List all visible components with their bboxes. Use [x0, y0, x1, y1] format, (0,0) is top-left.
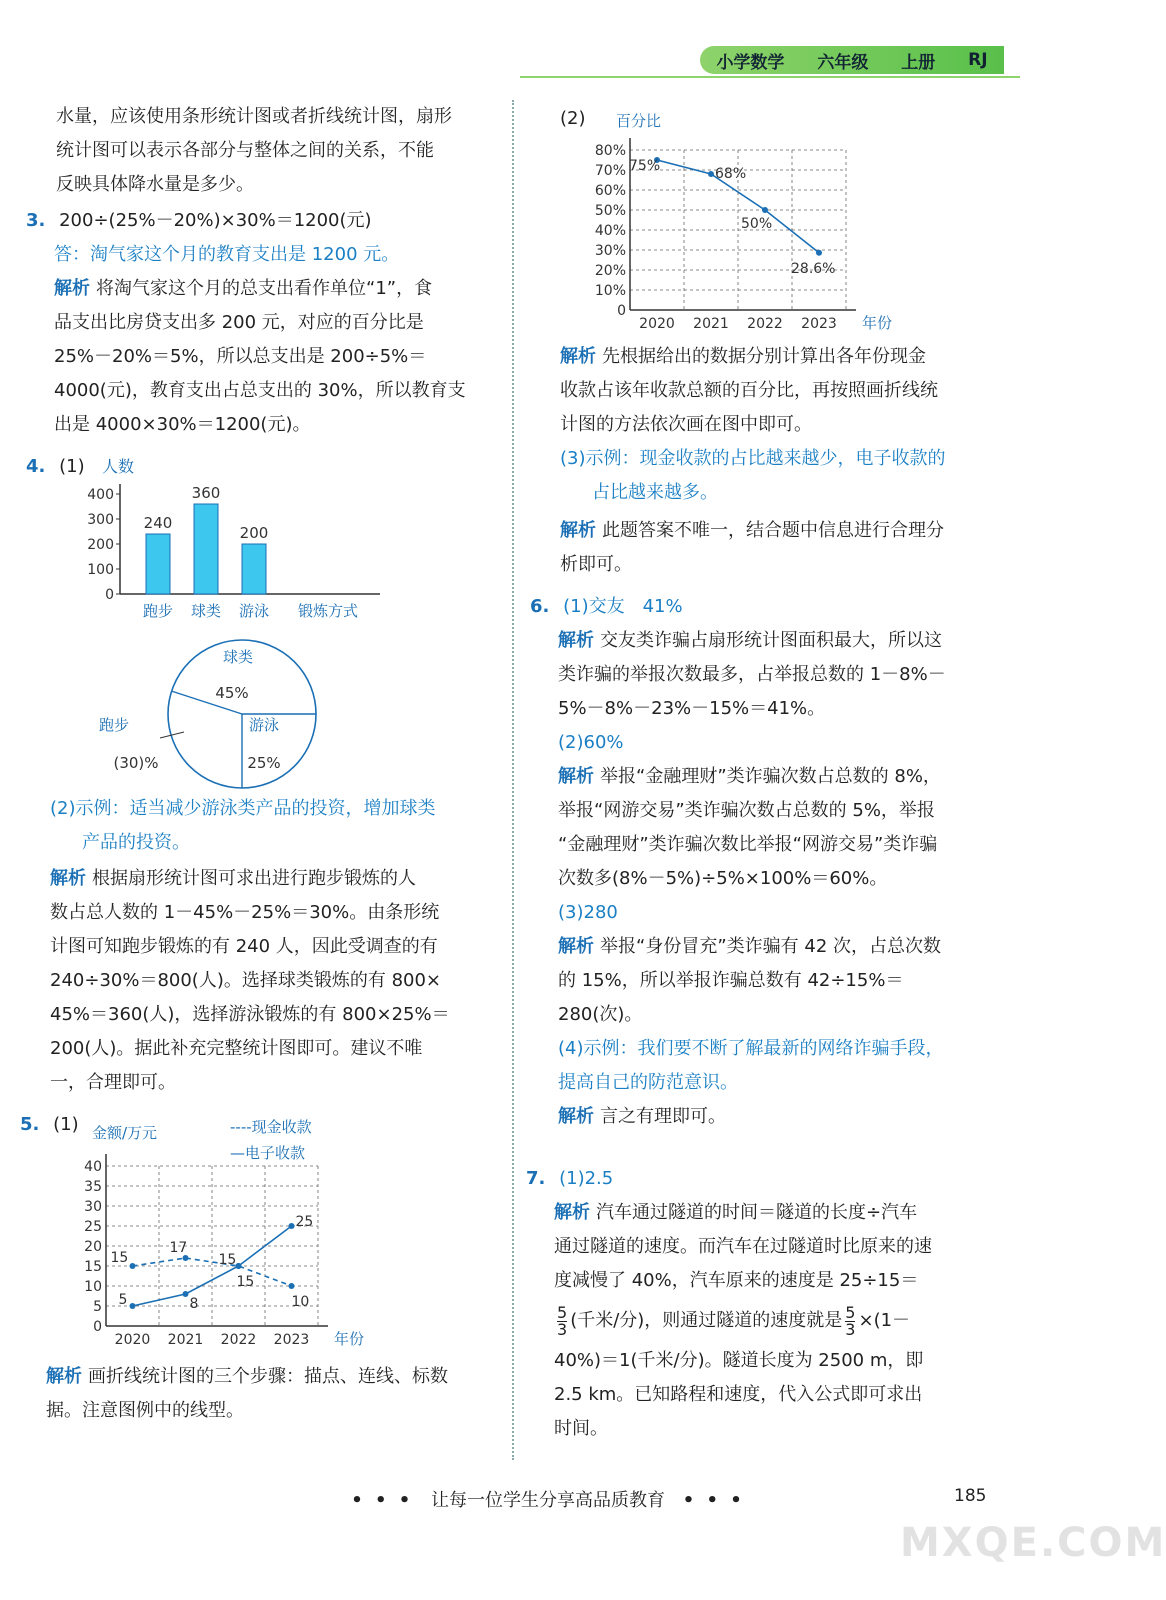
x-tick-label: 2022 — [747, 316, 783, 332]
data-point — [183, 1291, 189, 1297]
line-chart-amount — [70, 1112, 470, 1362]
y-tick-label: 5 — [93, 1299, 102, 1315]
y-axis-title: 百分比 — [616, 112, 662, 130]
footer-text: 让每一位学生分享高品质教育 — [431, 1490, 665, 1511]
y-tick-label: 0 — [617, 303, 626, 319]
q6-analysis1-line: 类诈骗的举报次数最多，占举报总数的 1－8%－ — [558, 664, 946, 685]
page-number: 185 — [954, 1486, 987, 1506]
q3-number: 3. — [26, 210, 46, 231]
y-tick-label: 30 — [84, 1199, 102, 1215]
pie-slice-value: 45% — [215, 684, 249, 702]
data-label: 15 — [218, 1252, 237, 1268]
bar-data-label: 360 — [191, 484, 221, 502]
q5p3-analysis-line: 此题答案不唯一，结合题中信息进行合理分 — [602, 520, 944, 541]
q4-analysis-line: 数占总人数的 1－45%－25%＝30%。由条形统 — [50, 902, 440, 923]
data-point — [708, 171, 714, 177]
q7-line: 度减慢了 40%，汽车原来的速度是 25÷15＝ — [554, 1270, 919, 1291]
q5p3-jiexi-label: 解析 — [560, 520, 596, 541]
q5-analysis-line: 据。注意图例中的线型。 — [46, 1400, 244, 1421]
q5p3-line: 占比越来越多。 — [592, 482, 718, 503]
q4-number: 4. — [26, 456, 46, 477]
header-grade: 六年级 — [817, 52, 869, 73]
line-chart-percent — [580, 104, 900, 336]
y-tick-label: 80% — [594, 143, 626, 159]
data-point — [236, 1263, 242, 1269]
header-edition: RJ — [968, 50, 988, 70]
q4-part1: (1) — [59, 456, 85, 477]
q4-part2-line: 产品的投资。 — [82, 832, 190, 853]
data-point — [816, 250, 822, 256]
y-tick-label: 0 — [93, 1319, 102, 1335]
pie-slice-label: 球类 — [222, 648, 254, 666]
y-tick-label: 70% — [594, 163, 626, 179]
q7-line4a: (千米/分)，则通过隧道的速度就是 — [570, 1310, 843, 1331]
data-label: 17 — [169, 1240, 188, 1256]
q7-fraction-line — [554, 1298, 1010, 1344]
x-tick-label: 2020 — [639, 316, 675, 332]
legend-entry: ----现金收款 — [230, 1118, 312, 1136]
data-point — [289, 1223, 295, 1229]
data-point — [130, 1263, 136, 1269]
q5-number: 5. — [20, 1114, 40, 1135]
bar-球类 — [194, 504, 218, 594]
y-tick-label: 30% — [594, 243, 626, 259]
y-tick-label: 40 — [84, 1159, 102, 1175]
q5-part2-label: (2) — [560, 108, 586, 129]
q6-analysis3-line: 的 15%，所以举报诈骗总数有 42÷15%＝ — [558, 970, 904, 991]
q7-jiexi-label: 解析 — [554, 1202, 590, 1223]
data-label: 68% — [715, 166, 747, 182]
intro-line: 反映具体降水量是多少。 — [56, 174, 254, 195]
data-point — [289, 1283, 295, 1289]
q4-analysis — [50, 862, 506, 1100]
x-tick-label: 2020 — [114, 1332, 151, 1348]
y-tick-label: 10 — [84, 1279, 102, 1295]
bar-category-label: 游泳 — [238, 602, 270, 620]
q6-analysis2-line: 次数多(8%－5%)÷5%×100%＝60%。 — [558, 868, 888, 889]
q5p2-analysis-line: 先根据给出的数据分别计算出各年份现金 — [602, 346, 926, 367]
question-7 — [526, 1162, 1010, 1446]
footer-slogan — [0, 1486, 1096, 1512]
pie-slice-value: 25% — [247, 754, 281, 772]
q6-part1: (1)交友 41% — [563, 596, 683, 617]
question-6 — [530, 590, 1010, 1134]
q6-part4-line: (4)示例：我们要不断了解最新的网络诈骗手段， — [558, 1038, 944, 1059]
q6-analysis1-line: 5%－8%－23%－15%＝41%。 — [558, 698, 826, 719]
q6-analysis2-line: 举报“网游交易”类诈骗次数占总数的 5%，举报 — [558, 800, 935, 821]
q6-jiexi3-label: 解析 — [558, 936, 594, 957]
bar-跑步 — [146, 534, 170, 594]
bar-游泳 — [242, 544, 266, 594]
footer-dots-left: • • • — [351, 1490, 414, 1511]
q4-analysis-line: 根据扇形统计图可求出进行跑步锻炼的人 — [92, 868, 416, 889]
bar-data-label: 200 — [239, 524, 269, 542]
q7-line: 通过隧道的速度。而汽车在过隧道时比原来的速 — [554, 1236, 932, 1257]
data-label: 8 — [189, 1296, 199, 1312]
q5p3-line: (3)示例：现金收款的占比越来越少，电子收款的 — [560, 448, 946, 469]
pie-slice-label: 跑步 — [98, 716, 130, 734]
bar-y-tick-label: 300 — [87, 512, 114, 528]
bar-category-label: 跑步 — [142, 602, 174, 620]
intro-paragraph — [56, 100, 506, 202]
q7-number: 7. — [526, 1168, 546, 1189]
bar-y-axis-title: 人数 — [102, 457, 135, 476]
data-label: 10 — [291, 1294, 310, 1310]
data-label: 5 — [118, 1292, 128, 1308]
y-tick-label: 15 — [84, 1259, 102, 1275]
x-tick-label: 2021 — [693, 316, 729, 332]
q5p3-analysis-line: 析即可。 — [560, 554, 632, 575]
q4-analysis-line: 计图可知跑步锻炼的有 240 人，因此受调查的有 — [50, 936, 438, 957]
q4-jiexi-label: 解析 — [50, 868, 86, 889]
legend-entry: —电子收款 — [230, 1144, 306, 1162]
x-tick-label: 2022 — [220, 1332, 257, 1348]
q4-analysis-line: 45%＝360(人)，选择游泳锻炼的有 800×25%＝ — [50, 1004, 450, 1025]
q6-part4-line: 提高自己的防范意识。 — [558, 1072, 738, 1093]
q6-jiexi4-label: 解析 — [558, 1106, 594, 1127]
q6-analysis3-line: 举报“身份冒充”类诈骗有 42 次，占总次数 — [600, 936, 941, 957]
bar-y-tick-label: 400 — [87, 487, 114, 503]
question-3 — [26, 204, 506, 442]
pie-slice-value: (30)% — [113, 754, 159, 772]
bar-chart — [60, 452, 400, 632]
data-label: 50% — [741, 216, 773, 232]
q5p2-analysis-line: 收款占该年收款总额的百分比，再按照画折线统 — [560, 380, 938, 401]
q4-part2-line: (2)示例：适当减少游泳类产品的投资，增加球类 — [50, 798, 436, 819]
q4-part2 — [50, 792, 506, 860]
bar-category-label: 球类 — [190, 602, 222, 620]
fraction: $\frac{5}{3}$ — [845, 1302, 856, 1339]
y-tick-label: 40% — [594, 223, 626, 239]
watermark-text: MXQE.COM — [900, 1520, 1166, 1566]
data-label: 15 — [236, 1274, 255, 1290]
q7-line: 40%)＝1(千米/分)。隧道长度为 2500 m，即 — [554, 1350, 924, 1371]
x-tick-label: 2021 — [167, 1332, 204, 1348]
y-tick-label: 35 — [84, 1179, 102, 1195]
book-header-badge — [700, 46, 1004, 74]
header-volume: 上册 — [901, 52, 936, 73]
intro-line: 统计图可以表示各部分与整体之间的关系，不能 — [56, 140, 434, 161]
q6-jiexi2-label: 解析 — [558, 766, 594, 787]
q6-analysis2-line: 举报“金融理财”类诈骗次数占总数的 8%， — [600, 766, 941, 787]
y-tick-label: 50% — [594, 203, 626, 219]
q3-analysis-line: 25%－20%＝5%，所以总支出是 200÷5%＝ — [54, 346, 427, 367]
q3-analysis-line: 出是 4000×30%＝1200(元)。 — [54, 414, 311, 435]
header-rule — [520, 76, 1020, 78]
header-subject: 小学数学 — [716, 52, 785, 73]
q3-analysis-line: 4000(元)，教育支出占总支出的 30%，所以教育支 — [54, 380, 466, 401]
bar-y-tick-label: 100 — [87, 562, 114, 578]
y-tick-label: 60% — [594, 183, 626, 199]
q3-analysis-line: 品支出比房贷支出多 200 元，对应的百分比是 — [54, 312, 424, 333]
y-tick-label: 25 — [84, 1219, 102, 1235]
data-label: 75% — [629, 158, 661, 174]
q6-analysis4: 言之有理即可。 — [600, 1106, 726, 1127]
x-tick-label: 2023 — [801, 316, 837, 332]
q6-jiexi1-label: 解析 — [558, 630, 594, 651]
q6-part3: (3)280 — [558, 902, 618, 923]
data-label: 25 — [295, 1214, 314, 1230]
data-point — [762, 207, 768, 213]
q5-part1: (1) — [53, 1114, 79, 1135]
data-label: 15 — [110, 1250, 129, 1266]
q3-formula: 200÷(25%－20%)×30%＝1200(元) — [59, 210, 372, 231]
q6-analysis2-line: “金融理财”类诈骗次数比举报“网游交易”类诈骗 — [558, 834, 938, 855]
x-axis-title: 年份 — [334, 1330, 365, 1348]
bar-y-tick-label: 0 — [105, 587, 114, 603]
bar-data-label: 240 — [143, 514, 173, 532]
q7-line: 汽车通过隧道的时间＝隧道的长度÷汽车 — [596, 1202, 918, 1223]
q7-part1: (1)2.5 — [559, 1168, 614, 1189]
y-tick-label: 20 — [84, 1239, 102, 1255]
y-tick-label: 10% — [594, 283, 626, 299]
q7-line: 2.5 km。已知路程和速度，代入公式即可求出 — [554, 1384, 923, 1405]
column-divider — [512, 100, 514, 1460]
q5-analysis — [46, 1360, 506, 1428]
q3-jiexi-label: 解析 — [54, 278, 90, 299]
fraction: $\frac{5}{3}$ — [557, 1302, 568, 1339]
q5-jiexi-label: 解析 — [46, 1366, 82, 1387]
y-tick-label: 20% — [594, 263, 626, 279]
q4-analysis-line: 一，合理即可。 — [50, 1072, 176, 1093]
data-point — [130, 1303, 136, 1309]
q3-analysis-line: 将淘气家这个月的总支出看作单位“1”，食 — [96, 278, 433, 299]
q6-part2: (2)60% — [558, 732, 624, 753]
q7-line: 时间。 — [554, 1418, 608, 1439]
q6-analysis3-line: 280(次)。 — [558, 1004, 643, 1025]
x-tick-label: 2023 — [273, 1332, 310, 1348]
q5p2-jiexi-label: 解析 — [560, 346, 596, 367]
intro-line: 水量，应该使用条形统计图或者折线统计图，扇形 — [56, 106, 452, 127]
q6-number: 6. — [530, 596, 550, 617]
q4-analysis-line: 240÷30%＝800(人)。选择球类锻炼的有 800× — [50, 970, 442, 991]
pie-slice-label: 游泳 — [248, 716, 280, 734]
bar-x-axis-title: 锻炼方式 — [298, 602, 359, 620]
q6-analysis1-line: 交友类诈骗占扇形统计图面积最大，所以这 — [600, 630, 942, 651]
x-axis-title: 年份 — [862, 314, 893, 332]
data-label: 28.6% — [791, 260, 836, 277]
footer-dots-right: • • • — [682, 1490, 745, 1511]
q5p2-analysis-line: 计图的方法依次画在图中即可。 — [560, 414, 812, 435]
q5p2-analysis — [560, 340, 1010, 582]
q3-answer: 答：淘气家这个月的教育支出是 1200 元。 — [54, 244, 400, 265]
pie-chart — [90, 634, 330, 794]
bar-y-tick-label: 200 — [87, 537, 114, 553]
q5-analysis-line: 画折线统计图的三个步骤：描点、连线、标数 — [88, 1366, 448, 1387]
q7-line4b: ×(1－ — [858, 1310, 911, 1331]
y-axis-title: 金额/万元 — [92, 1124, 158, 1142]
q4-analysis-line: 200(人)。据此补充完整统计图即可。建议不唯 — [50, 1038, 423, 1059]
